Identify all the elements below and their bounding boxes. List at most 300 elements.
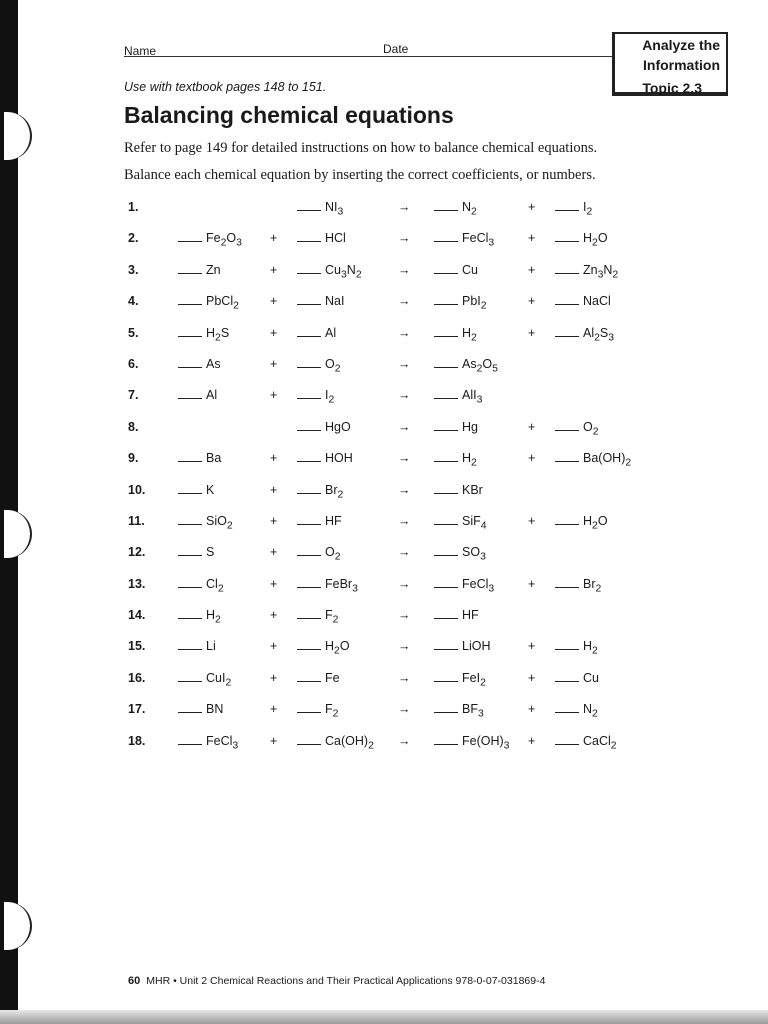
formula-text: +: [270, 576, 278, 591]
formula-text: →: [398, 482, 411, 497]
reactant-2: [297, 326, 336, 340]
reaction-arrow: [398, 200, 411, 214]
coefficient-blank[interactable]: [178, 618, 202, 619]
reactant-1: [178, 263, 221, 277]
formula-text: +: [528, 325, 536, 340]
reaction-arrow: [398, 294, 411, 308]
product-2: [555, 577, 601, 595]
coefficient-blank[interactable]: [434, 681, 458, 682]
formula-text: →: [398, 325, 411, 340]
formula-text: CaCl$_2$: [583, 733, 617, 752]
formula-text: $O_2$: [583, 419, 599, 438]
equation-row: [0, 545, 768, 576]
coefficient-blank[interactable]: [434, 461, 458, 462]
plus-sign: [528, 702, 535, 716]
formula-text: FeCl$_3$: [462, 576, 495, 595]
formula-text: Li: [206, 639, 216, 654]
coefficient-blank[interactable]: [178, 367, 202, 368]
coefficient-blank[interactable]: [555, 461, 579, 462]
product-1: [434, 294, 487, 312]
reactant-2: [297, 702, 338, 720]
coefficient-blank[interactable]: [297, 524, 321, 525]
equation-row: [0, 577, 768, 608]
product-1: [434, 639, 490, 653]
formula-text: Al: [325, 325, 337, 340]
equation-row: [0, 451, 768, 482]
name-line: [124, 56, 614, 57]
formula-text: →: [398, 733, 411, 748]
product-2: [555, 420, 599, 438]
product-2: [555, 200, 592, 218]
formula-text: Hg: [462, 419, 478, 434]
formula-text: $O_2$: [325, 356, 341, 375]
formula-text: +: [270, 670, 278, 685]
product-2: [555, 702, 598, 720]
product-1: [434, 702, 484, 720]
coefficient-blank[interactable]: [178, 241, 202, 242]
formula-text: +: [270, 388, 278, 403]
product-1: [434, 514, 487, 532]
formula-text: →: [398, 294, 411, 309]
coefficient-blank[interactable]: [555, 273, 579, 274]
reaction-arrow: [398, 671, 411, 685]
coefficient-blank[interactable]: [297, 461, 321, 462]
formula-text: +: [528, 231, 536, 246]
product-1: [434, 734, 509, 752]
page-number: 60: [128, 975, 141, 987]
date-label: Date: [383, 42, 409, 56]
formula-text: HF: [325, 513, 342, 528]
coefficient-blank[interactable]: [555, 336, 579, 337]
equation-number: [128, 388, 138, 402]
formula-text: $N_2$: [583, 702, 598, 720]
formula-text: $I_2$: [325, 388, 335, 406]
formula-text: HgO: [325, 419, 351, 434]
formula-text: →: [398, 388, 411, 403]
formula-text: 12.: [128, 545, 146, 560]
formula-text: $Cu_3N_2$: [325, 262, 362, 281]
formula-text: $Br_2$: [583, 576, 602, 595]
formula-text: +: [270, 356, 278, 371]
coefficient-blank[interactable]: [297, 398, 321, 399]
formula-text: →: [398, 262, 411, 277]
formula-text: CuI$_2$: [206, 670, 232, 689]
reactant-1: [178, 639, 216, 653]
formula-text: +: [528, 451, 536, 466]
formula-text: $As_2O_5$: [462, 356, 498, 375]
formula-text: Zn: [206, 262, 221, 277]
formula-text: $Fe(OH)_3$: [462, 733, 510, 752]
equation-number: [128, 294, 138, 308]
formula-text: 11.: [128, 513, 145, 528]
plus-sign: [270, 231, 277, 245]
coefficient-blank[interactable]: [434, 555, 458, 556]
formula-text: 10.: [128, 482, 146, 497]
reactant-2: [297, 608, 338, 626]
formula-text: HF: [462, 608, 479, 623]
reactant-2: [297, 451, 353, 465]
coefficient-blank[interactable]: [297, 241, 321, 242]
equation-number: [128, 702, 145, 716]
topic-title-line2: Information: [643, 57, 720, 73]
formula-text: PbCl$_2$: [206, 294, 239, 312]
formula-text: 3.: [128, 262, 139, 277]
formula-text: HCl: [325, 231, 346, 246]
equation-number: [128, 357, 138, 371]
coefficient-blank[interactable]: [178, 649, 202, 650]
reaction-arrow: [398, 545, 411, 559]
formula-text: +: [528, 576, 536, 591]
formula-text: $N_2$: [462, 200, 477, 218]
coefficient-blank[interactable]: [178, 336, 202, 337]
formula-text: $H_2S$: [206, 325, 230, 344]
coefficient-blank[interactable]: [434, 712, 458, 713]
equation-row: [0, 200, 768, 231]
formula-text: $BF_3$: [462, 702, 484, 720]
product-1: [434, 326, 477, 344]
coefficient-blank[interactable]: [178, 493, 202, 494]
formula-text: 17.: [128, 702, 146, 717]
coefficient-blank[interactable]: [178, 273, 202, 274]
product-1: [434, 357, 498, 375]
plus-sign: [528, 639, 535, 653]
reactant-2: [297, 294, 344, 308]
reactant-2: [297, 545, 341, 563]
coefficient-blank[interactable]: [434, 273, 458, 274]
formula-text: PbI$_2$: [462, 294, 487, 312]
coefficient-blank[interactable]: [297, 555, 321, 556]
coefficient-blank[interactable]: [297, 618, 321, 619]
formula-text: +: [528, 733, 536, 748]
equation-number: [128, 231, 138, 245]
equation-row: [0, 326, 768, 357]
reactant-2: [297, 577, 358, 595]
punch-hole: [4, 902, 32, 950]
formula-text: →: [398, 231, 411, 246]
formula-text: FeCl$_3$: [462, 231, 495, 249]
coefficient-blank[interactable]: [434, 587, 458, 588]
formula-text: NaCl: [583, 294, 611, 309]
reaction-arrow: [398, 702, 411, 716]
formula-text: 1.: [128, 200, 139, 214]
equation-row: [0, 420, 768, 451]
coefficient-blank[interactable]: [297, 493, 321, 494]
reactant-2: [297, 420, 351, 434]
topic-number: Topic 2.3: [642, 80, 702, 96]
formula-text: →: [398, 670, 411, 685]
product-1: [434, 483, 483, 497]
reactant-1: [178, 514, 233, 532]
coefficient-blank[interactable]: [434, 210, 458, 211]
product-2: [555, 451, 631, 469]
equation-number: [128, 420, 138, 434]
equation-row: [0, 671, 768, 702]
formula-text: $H_2$: [462, 325, 477, 344]
formula-text: 13.: [128, 576, 146, 591]
formula-text: Cu: [583, 670, 599, 685]
formula-text: →: [398, 608, 411, 623]
reactant-1: [178, 671, 231, 689]
product-1: [434, 451, 477, 469]
plus-sign: [528, 326, 535, 340]
formula-text: +: [270, 262, 278, 277]
formula-text: SiF$_4$: [462, 513, 487, 532]
equation-number: [128, 639, 145, 653]
plus-sign: [528, 514, 535, 528]
product-2: [555, 294, 611, 308]
formula-text: +: [528, 419, 536, 434]
plus-sign: [270, 483, 277, 497]
product-2: [555, 671, 599, 685]
plus-sign: [528, 420, 535, 434]
equation-number: [128, 263, 138, 277]
formula-text: NaI: [325, 294, 345, 309]
formula-text: +: [528, 262, 536, 277]
coefficient-blank[interactable]: [434, 304, 458, 305]
coefficient-blank[interactable]: [434, 524, 458, 525]
formula-text: 16.: [128, 670, 146, 685]
formula-text: +: [528, 513, 536, 528]
formula-text: $Ca(OH)_2$: [325, 733, 374, 752]
plus-sign: [270, 671, 277, 685]
coefficient-blank[interactable]: [178, 744, 202, 745]
coefficient-blank[interactable]: [178, 461, 202, 462]
formula-text: →: [398, 545, 411, 560]
formula-text: S: [206, 545, 215, 560]
equation-number: [128, 483, 145, 497]
product-2: [555, 734, 617, 752]
punch-hole: [4, 112, 32, 160]
product-1: [434, 608, 479, 622]
equation-number: [128, 451, 138, 465]
reaction-arrow: [398, 357, 411, 371]
formula-text: $Cl_2$: [206, 576, 224, 595]
coefficient-blank[interactable]: [434, 367, 458, 368]
formula-text: $Zn_3N_2$: [583, 262, 619, 281]
coefficient-blank[interactable]: [297, 336, 321, 337]
coefficient-blank[interactable]: [297, 430, 321, 431]
reaction-arrow: [398, 639, 411, 653]
plus-sign: [270, 326, 277, 340]
plus-sign: [270, 608, 277, 622]
formula-text: $H_2O$: [325, 639, 350, 657]
coefficient-blank[interactable]: [555, 681, 579, 682]
reactant-1: [178, 388, 217, 402]
reactant-1: [178, 577, 224, 595]
coefficient-blank[interactable]: [555, 712, 579, 713]
page-footer: [128, 975, 545, 987]
worksheet-title: Balancing chemical equations: [124, 102, 454, 128]
formula-text: SiO$_2$: [206, 513, 233, 532]
scan-bottom-edge: [0, 1010, 768, 1024]
plus-sign: [270, 702, 277, 716]
reaction-arrow: [398, 420, 411, 434]
plus-sign: [270, 545, 277, 559]
equation-row: [0, 608, 768, 639]
coefficient-blank[interactable]: [297, 712, 321, 713]
plus-sign: [270, 451, 277, 465]
reactant-1: [178, 451, 221, 465]
equation-row: [0, 702, 768, 733]
name-label: Name: [124, 44, 157, 58]
coefficient-blank[interactable]: [178, 398, 202, 399]
reactant-1: [178, 734, 238, 752]
formula-text: +: [270, 545, 278, 560]
reactant-1: [178, 702, 223, 716]
plus-sign: [528, 294, 535, 308]
coefficient-blank[interactable]: [555, 210, 579, 211]
product-2: [555, 231, 608, 249]
reactant-2: [297, 231, 346, 245]
reactant-1: [178, 357, 221, 371]
coefficient-blank[interactable]: [297, 587, 321, 588]
coefficient-blank[interactable]: [555, 649, 579, 650]
coefficient-blank[interactable]: [297, 304, 321, 305]
reactant-1: [178, 483, 214, 497]
equation-row: [0, 639, 768, 670]
formula-text: FeI$_2$: [462, 670, 486, 689]
textbook-reference: Use with textbook pages 148 to 151.: [124, 80, 327, 94]
reaction-arrow: [398, 514, 411, 528]
coefficient-blank[interactable]: [297, 681, 321, 682]
reaction-arrow: [398, 608, 411, 622]
formula-text: 7.: [128, 388, 139, 403]
coefficient-blank[interactable]: [434, 398, 458, 399]
plus-sign: [270, 294, 277, 308]
equation-row: [0, 734, 768, 765]
coefficient-blank[interactable]: [178, 587, 202, 588]
topic-box: [612, 32, 728, 96]
reactant-1: [178, 294, 239, 312]
formula-text: $Al_2S_3$: [583, 325, 615, 344]
reaction-arrow: [398, 451, 411, 465]
equation-row: [0, 388, 768, 419]
coefficient-blank[interactable]: [297, 210, 321, 211]
formula-text: FeBr$_3$: [325, 576, 358, 595]
reactant-1: [178, 231, 242, 249]
equation-number: [128, 608, 145, 622]
coefficient-blank[interactable]: [434, 618, 458, 619]
formula-text: BN: [206, 702, 224, 717]
formula-text: +: [270, 702, 278, 717]
coefficient-blank[interactable]: [297, 367, 321, 368]
coefficient-blank[interactable]: [434, 744, 458, 745]
coefficient-blank[interactable]: [555, 304, 579, 305]
formula-text: HOH: [325, 451, 353, 466]
plus-sign: [528, 451, 535, 465]
equation-row: [0, 357, 768, 388]
coefficient-blank[interactable]: [178, 712, 202, 713]
formula-text: +: [270, 608, 278, 623]
reaction-arrow: [398, 734, 411, 748]
reaction-arrow: [398, 388, 411, 402]
coefficient-blank[interactable]: [555, 241, 579, 242]
coefficient-blank[interactable]: [297, 649, 321, 650]
coefficient-blank[interactable]: [555, 587, 579, 588]
equation-row: [0, 231, 768, 262]
formula-text: 8.: [128, 419, 139, 434]
formula-text: $I_2$: [583, 200, 593, 218]
plus-sign: [528, 231, 535, 245]
reactant-1: [178, 608, 221, 626]
reactant-2: [297, 639, 350, 657]
reactant-2: [297, 388, 334, 406]
formula-text: +: [528, 670, 536, 685]
reaction-arrow: [398, 326, 411, 340]
coefficient-blank[interactable]: [434, 493, 458, 494]
formula-text: $Br_2$: [325, 482, 344, 501]
equation-row: [0, 483, 768, 514]
reactant-2: [297, 483, 343, 501]
instruction-line: Balance each chemical equation by inserting the correct coefficients, or numbers.: [124, 167, 596, 183]
product-2: [555, 639, 598, 657]
coefficient-blank[interactable]: [555, 524, 579, 525]
coefficient-blank[interactable]: [434, 241, 458, 242]
plus-sign: [270, 388, 277, 402]
formula-text: →: [398, 639, 411, 654]
reaction-arrow: [398, 231, 411, 245]
formula-text: $F_2$: [325, 608, 339, 626]
formula-text: →: [398, 200, 411, 214]
reactant-2: [297, 200, 343, 218]
formula-text: +: [270, 294, 278, 309]
reaction-arrow: [398, 483, 411, 497]
coefficient-blank[interactable]: [297, 273, 321, 274]
formula-text: +: [270, 482, 278, 497]
formula-text: +: [270, 451, 278, 466]
formula-text: FeCl$_3$: [206, 733, 239, 752]
coefficient-blank[interactable]: [178, 555, 202, 556]
coefficient-blank[interactable]: [434, 649, 458, 650]
equation-number: [128, 577, 145, 591]
coefficient-blank[interactable]: [178, 681, 202, 682]
formula-text: +: [270, 231, 278, 246]
plus-sign: [270, 639, 277, 653]
footer-text: MHR • Unit 2 Chemical Reactions and Their Practical Applications 978-0-07-031869-4: [146, 975, 546, 987]
coefficient-blank[interactable]: [178, 524, 202, 525]
formula-text: Al: [206, 388, 218, 403]
coefficient-blank[interactable]: [297, 744, 321, 745]
formula-text: →: [398, 419, 411, 434]
formula-text: 2.: [128, 231, 139, 246]
coefficient-blank[interactable]: [434, 336, 458, 337]
reactant-1: [178, 545, 214, 559]
plus-sign: [270, 263, 277, 277]
coefficient-blank[interactable]: [555, 744, 579, 745]
formula-text: →: [398, 702, 411, 717]
formula-text: 4.: [128, 294, 139, 309]
product-1: [434, 263, 478, 277]
formula-text: →: [398, 451, 411, 466]
plus-sign: [528, 671, 535, 685]
formula-text: +: [270, 639, 278, 654]
formula-text: $H_2$: [206, 608, 221, 626]
coefficient-blank[interactable]: [555, 430, 579, 431]
coefficient-blank[interactable]: [434, 430, 458, 431]
formula-text: $Fe_2O_3$: [206, 231, 242, 249]
equation-row: [0, 263, 768, 294]
plus-sign: [528, 734, 535, 748]
formula-text: 18.: [128, 733, 146, 748]
product-2: [555, 263, 618, 281]
product-1: [434, 231, 494, 249]
coefficient-blank[interactable]: [178, 304, 202, 305]
formula-text: Cu: [462, 262, 478, 277]
formula-text: 9.: [128, 451, 139, 466]
equation-row: [0, 514, 768, 545]
equation-number: [128, 200, 138, 214]
equation-number: [128, 734, 145, 748]
